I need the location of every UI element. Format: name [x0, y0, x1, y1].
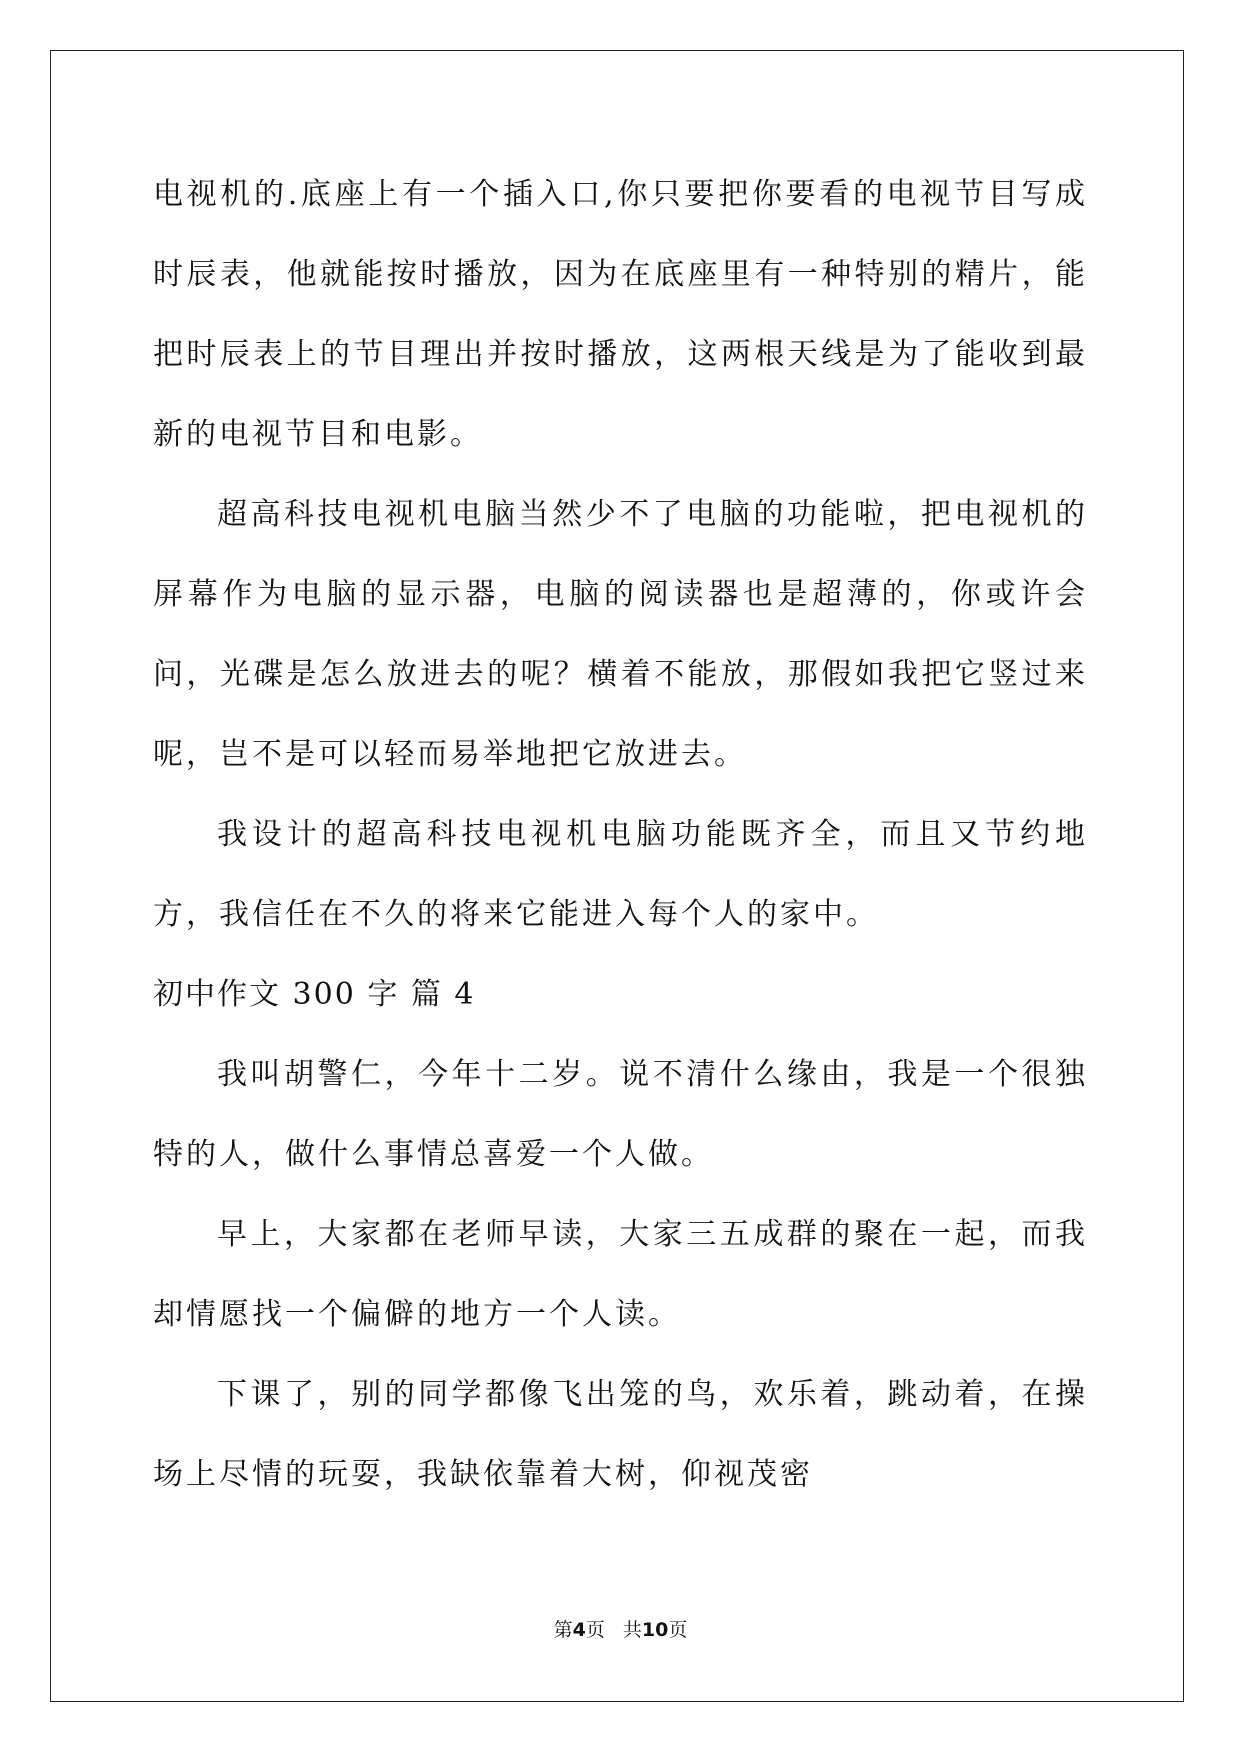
footer-prefix: 第 — [553, 1619, 573, 1641]
footer-total-suffix: 页 — [668, 1619, 688, 1641]
footer-page-number: 4 — [572, 1619, 586, 1641]
paragraph-break-time: 下课了，别的同学都像飞出笼的鸟，欢乐着，跳动着，在操场上尽情的玩耍，我缺依靠着大树，仰视茂密 — [153, 1377, 1088, 1492]
page-footer — [0, 1615, 1241, 1642]
paragraph-morning: 早上，大家都在老师早读，大家三五成群的聚在一起，而我却情愿找一个偏僻的地方一个人读。 — [153, 1217, 1088, 1332]
footer-total-pages: 10 — [641, 1619, 669, 1641]
section-heading: 初中作文 300 字 篇 4 — [153, 977, 476, 1012]
footer-total-prefix: 共 — [622, 1619, 642, 1641]
paragraph-tv-base: 电视机的.底座上有一个插入口,你只要把你要看的电视节目写成时辰表，他就能按时播放，因为在底座里有一种特别的精片，能把时辰表上的节目理出并按时播放，这两根天线是为了能收到最新的电视节目和电影。 — [153, 177, 1088, 452]
paragraph-design-summary: 我设计的超高科技电视机电脑功能既齐全，而且又节约地方，我信任在不久的将来它能进入每个人的家中。 — [153, 817, 1088, 932]
document-body — [153, 155, 1088, 1515]
footer-page-suffix: 页 — [585, 1619, 605, 1641]
paragraph-self-intro: 我叫胡警仁，今年十二岁。说不清什么缘由，我是一个很独特的人，做什么事情总喜爱一个人做。 — [153, 1057, 1088, 1172]
paragraph-computer-function: 超高科技电视机电脑当然少不了电脑的功能啦，把电视机的屏幕作为电脑的显示器，电脑的阅读器也是超薄的，你或许会问，光碟是怎么放进去的呢？横着不能放，那假如我把它竖过来呢，岂不是可以轻而易举地把它放进去。 — [153, 497, 1088, 772]
